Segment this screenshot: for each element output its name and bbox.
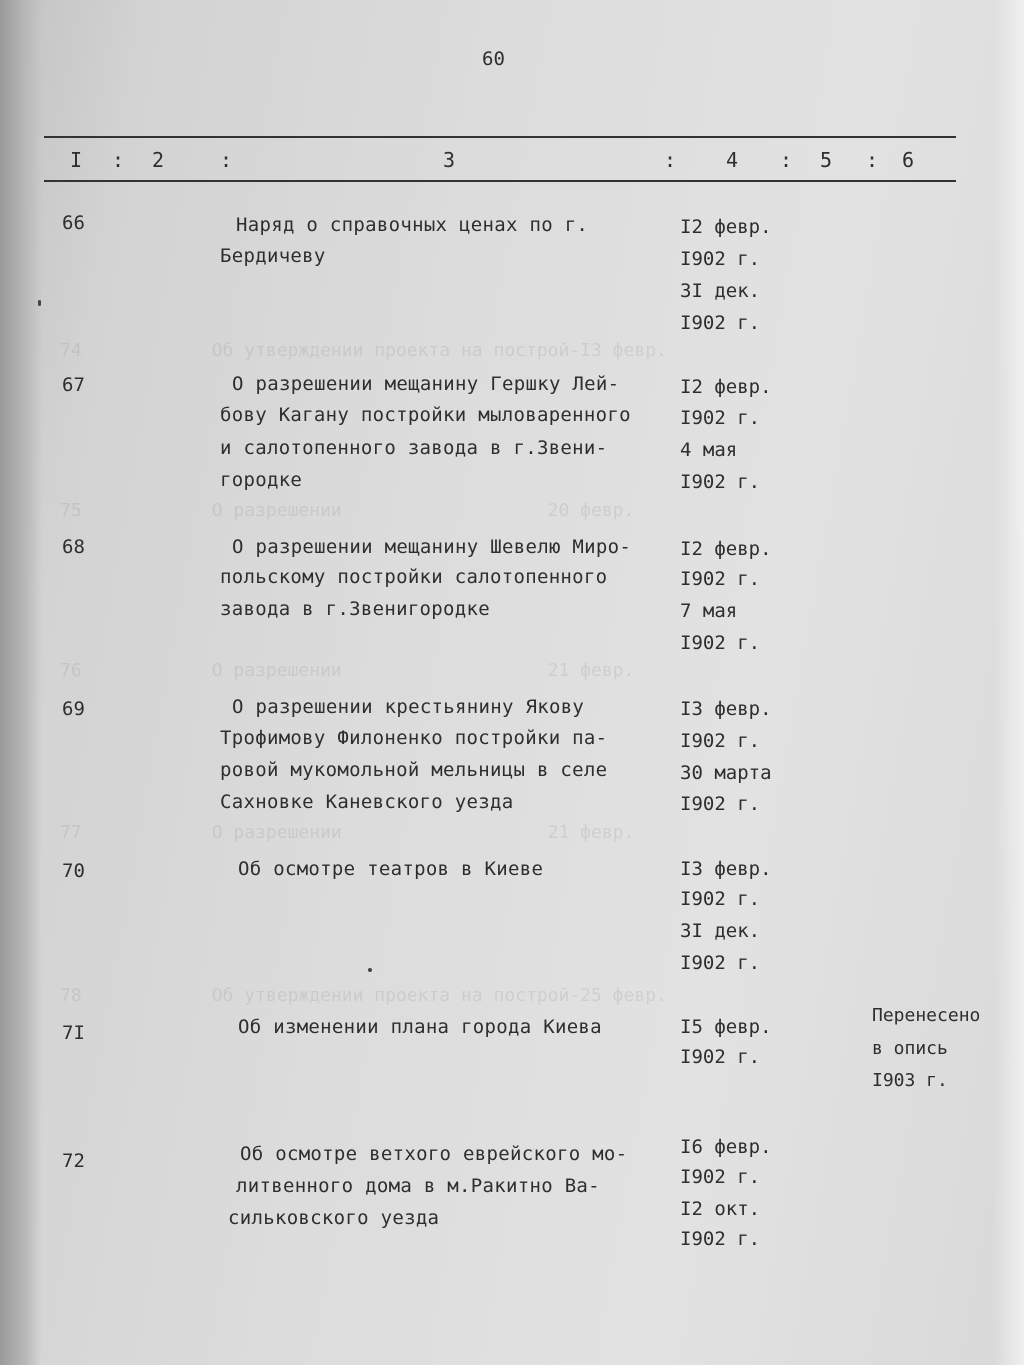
entry-date: 3I дек. bbox=[680, 920, 761, 942]
entry-number: 69 bbox=[62, 698, 85, 720]
entry-date: I902 г. bbox=[680, 1228, 761, 1250]
show-through-text: 75 О разрешении 20 февр. bbox=[60, 500, 635, 521]
entry-date: I902 г. bbox=[680, 952, 761, 974]
entry-note: Перенесено bbox=[872, 1005, 981, 1026]
entry-date: I902 г. bbox=[680, 730, 761, 752]
ink-dot bbox=[368, 968, 372, 972]
entry-note: I903 г. bbox=[872, 1070, 948, 1091]
entry-date: I2 февр. bbox=[680, 216, 772, 238]
entry-title-line: Об осмотре театров в Киеве bbox=[238, 858, 544, 880]
entry-number: 70 bbox=[62, 860, 85, 882]
entry-date: I5 февр. bbox=[680, 1016, 772, 1038]
entry-number: 66 bbox=[62, 212, 85, 234]
entry-title-line: городке bbox=[220, 469, 303, 491]
entry-number: 7I bbox=[62, 1022, 85, 1044]
entry-title-line: бову Кагану постройки мыловаренного bbox=[220, 404, 631, 426]
entry-title-line: ровой мукомольной мельницы в селе bbox=[220, 759, 608, 781]
entry-date: I902 г. bbox=[680, 793, 761, 815]
entry-date: 4 мая bbox=[680, 439, 738, 461]
entry-date: I902 г. bbox=[680, 407, 761, 429]
entry-date: I3 февр. bbox=[680, 858, 772, 880]
entry-title-line: и салотопенного завода в г.Звени- bbox=[220, 437, 608, 459]
entry-date: I902 г. bbox=[680, 888, 761, 910]
entry-title-line: литвенного дома в м.Ракитно Ва- bbox=[236, 1175, 600, 1197]
entry-title-line: Об изменении плана города Киева bbox=[238, 1016, 602, 1038]
entry-date: I902 г. bbox=[680, 632, 761, 654]
page-edge-highlight bbox=[994, 0, 1024, 1365]
entry-title-line: польскому постройки салотопенного bbox=[220, 566, 608, 588]
entry-date: I902 г. bbox=[680, 248, 761, 270]
entry-title-line: Об осмотре ветхого еврейского мо- bbox=[240, 1143, 628, 1165]
entry-title-line: Бердичеву bbox=[220, 245, 326, 267]
entry-date: I3 февр. bbox=[680, 698, 772, 720]
entry-number: 68 bbox=[62, 536, 85, 558]
entry-date: I2 февр. bbox=[680, 538, 772, 560]
entry-number: 72 bbox=[62, 1150, 85, 1172]
column-header-4: 4 bbox=[726, 148, 739, 172]
page-number: 60 bbox=[482, 48, 505, 70]
entry-title-line: Наряд о справочных ценах по г. bbox=[236, 214, 589, 236]
column-separator: : bbox=[780, 148, 793, 172]
entry-title-line: Сахновке Каневского уезда bbox=[220, 791, 514, 813]
entry-date: I902 г. bbox=[680, 1046, 761, 1068]
column-separator: : bbox=[866, 148, 879, 172]
entry-date: I902 г. bbox=[680, 568, 761, 590]
entry-title-line: О разрешении мещанину Шевелю Миро- bbox=[232, 536, 632, 558]
column-separator: : bbox=[112, 148, 125, 172]
column-separator: : bbox=[664, 148, 677, 172]
show-through-text: 78 Об утверждении проекта на построй-25 февр. bbox=[60, 985, 667, 1006]
entry-note: в опись bbox=[872, 1038, 948, 1059]
entry-number: 67 bbox=[62, 374, 85, 396]
entry-title-line: завода в г.Звенигородке bbox=[220, 598, 490, 620]
entry-date: I902 г. bbox=[680, 1166, 761, 1188]
entry-date: I6 февр. bbox=[680, 1136, 772, 1158]
column-header-6: 6 bbox=[902, 148, 915, 172]
column-header-3: 3 bbox=[443, 148, 456, 172]
entry-date: 30 марта bbox=[680, 762, 772, 784]
column-header-5: 5 bbox=[820, 148, 833, 172]
entry-title-line: сильковского уезда bbox=[228, 1207, 440, 1229]
show-through-text: 77 О разрешении 21 февр. bbox=[60, 822, 635, 843]
column-header-1: I bbox=[70, 148, 83, 172]
entry-title-line: Трофимову Филоненко постройки па- bbox=[220, 727, 608, 749]
header-rule-bottom bbox=[44, 180, 956, 182]
binding-mark bbox=[38, 300, 41, 306]
binding-shadow bbox=[0, 0, 42, 1365]
entry-date: 3I дек. bbox=[680, 280, 761, 302]
column-header-2: 2 bbox=[152, 148, 165, 172]
header-rule-top bbox=[44, 136, 956, 138]
entry-title-line: О разрешении крестьянину Якову bbox=[232, 696, 585, 718]
entry-title-line: О разрешении мещанину Гершку Лей- bbox=[232, 373, 620, 395]
show-through-text: 76 О разрешении 21 февр. bbox=[60, 660, 635, 681]
entry-date: I902 г. bbox=[680, 471, 761, 493]
show-through-text: 74 Об утверждении проекта на построй-I3 февр. bbox=[60, 340, 667, 361]
entry-date: I2 окт. bbox=[680, 1198, 761, 1220]
entry-date: I2 февр. bbox=[680, 376, 772, 398]
entry-date: I902 г. bbox=[680, 312, 761, 334]
column-separator: : bbox=[220, 148, 233, 172]
entry-date: 7 мая bbox=[680, 600, 738, 622]
